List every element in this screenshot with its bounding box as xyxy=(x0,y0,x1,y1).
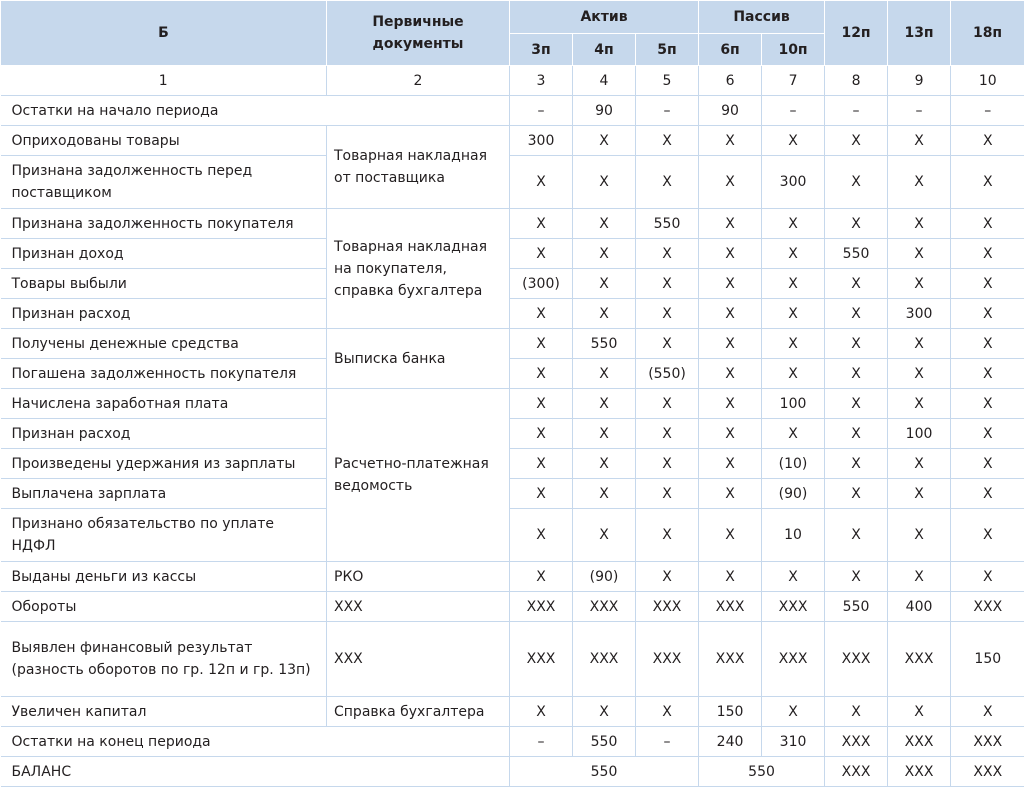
value-cell: ХХХ xyxy=(573,592,636,622)
header-col-18p: 18п xyxy=(951,1,1024,66)
value-cell: – xyxy=(636,96,699,126)
row-label: Признан расход xyxy=(1,299,327,329)
value-cell: Х xyxy=(699,389,762,419)
table-row xyxy=(1,449,1024,479)
value-cell: Х xyxy=(636,156,699,209)
value-cell: 550 xyxy=(573,727,636,757)
value-cell: Х xyxy=(636,419,699,449)
index-cell: 4 xyxy=(573,66,636,96)
row-label: Оприходованы товары xyxy=(1,126,327,156)
value-cell: Х xyxy=(510,389,573,419)
index-cell: 9 xyxy=(888,66,951,96)
value-cell: – xyxy=(825,96,888,126)
value-cell: ХХХ xyxy=(951,757,1024,787)
value-cell: 150 xyxy=(951,622,1024,697)
table-body xyxy=(1,66,1024,787)
value-cell: Х xyxy=(510,697,573,727)
value-cell: Х xyxy=(825,156,888,209)
value-cell: Х xyxy=(951,359,1024,389)
table-row xyxy=(1,126,1024,156)
index-cell: 8 xyxy=(825,66,888,96)
table-row xyxy=(1,592,1024,622)
value-cell: Х xyxy=(699,156,762,209)
balance-row xyxy=(1,757,1024,787)
value-cell: Х xyxy=(825,389,888,419)
value-cell: Х xyxy=(699,269,762,299)
document-cell: РКО xyxy=(327,562,510,592)
value-cell: Х xyxy=(825,479,888,509)
value-cell: Х xyxy=(573,269,636,299)
value-cell: Х xyxy=(636,269,699,299)
value-cell: Х xyxy=(636,389,699,419)
value-cell: 400 xyxy=(888,592,951,622)
value-cell: Х xyxy=(573,156,636,209)
value-cell: Х xyxy=(951,389,1024,419)
value-cell: Х xyxy=(573,419,636,449)
value-cell: Х xyxy=(762,562,825,592)
row-label: Увеличен капитал xyxy=(1,697,327,727)
value-cell: Х xyxy=(951,697,1024,727)
row-label: Остатки на конец периода xyxy=(1,727,510,757)
row-label: Товары выбыли xyxy=(1,269,327,299)
value-cell: 550 xyxy=(825,239,888,269)
value-cell: 550 xyxy=(825,592,888,622)
value-cell: 310 xyxy=(762,727,825,757)
table-header xyxy=(1,1,1024,66)
value-cell: Х xyxy=(951,269,1024,299)
value-cell: Х xyxy=(888,509,951,562)
index-cell: 10 xyxy=(951,66,1024,96)
table-row xyxy=(1,562,1024,592)
value-cell: Х xyxy=(762,209,825,239)
value-cell: ХХХ xyxy=(573,622,636,697)
value-cell: Х xyxy=(762,419,825,449)
value-cell: ХХХ xyxy=(636,622,699,697)
table-row xyxy=(1,329,1024,359)
value-cell: ХХХ xyxy=(762,592,825,622)
table-row xyxy=(1,727,1024,757)
value-cell: Х xyxy=(888,562,951,592)
value-cell: Х xyxy=(636,509,699,562)
value-cell: Х xyxy=(636,126,699,156)
value-cell: Х xyxy=(636,562,699,592)
value-cell: Х xyxy=(951,299,1024,329)
index-cell: 2 xyxy=(327,66,510,96)
table-row xyxy=(1,239,1024,269)
value-cell: Х xyxy=(510,479,573,509)
value-cell: Х xyxy=(762,359,825,389)
value-cell: – xyxy=(951,96,1024,126)
value-cell: Х xyxy=(573,509,636,562)
row-label: Выплачена зарплата xyxy=(1,479,327,509)
value-cell: (90) xyxy=(762,479,825,509)
value-cell: Х xyxy=(951,329,1024,359)
table-row xyxy=(1,209,1024,239)
value-cell: Х xyxy=(510,359,573,389)
value-cell: ХХХ xyxy=(825,622,888,697)
index-cell: 7 xyxy=(762,66,825,96)
row-label: Остатки на начало периода xyxy=(1,96,510,126)
table-row xyxy=(1,96,1024,126)
header-col-5p: 5п xyxy=(636,34,699,66)
value-cell: Х xyxy=(888,359,951,389)
value-cell: Х xyxy=(951,479,1024,509)
value-cell: Х xyxy=(888,479,951,509)
value-cell: ХХХ xyxy=(699,592,762,622)
value-cell: Х xyxy=(510,329,573,359)
header-col-4p: 4п xyxy=(573,34,636,66)
value-cell: Х xyxy=(510,449,573,479)
value-cell: ХХХ xyxy=(762,622,825,697)
value-cell: (10) xyxy=(762,449,825,479)
value-cell: – xyxy=(510,96,573,126)
value-cell: Х xyxy=(699,239,762,269)
header-col-b: Б xyxy=(1,1,327,66)
value-cell: Х xyxy=(825,126,888,156)
table-row xyxy=(1,622,1024,697)
value-cell: 90 xyxy=(573,96,636,126)
value-cell: Х xyxy=(636,329,699,359)
value-cell: Х xyxy=(573,479,636,509)
value-cell: Х xyxy=(888,697,951,727)
value-cell: Х xyxy=(573,209,636,239)
value-cell: Х xyxy=(825,509,888,562)
value-cell: ХХХ xyxy=(825,757,888,787)
value-cell: 90 xyxy=(699,96,762,126)
document-cell: Выписка банка xyxy=(327,329,510,389)
value-cell: Х xyxy=(825,359,888,389)
value-cell: – xyxy=(762,96,825,126)
value-cell: Х xyxy=(699,479,762,509)
document-cell: Справка бухгалтера xyxy=(327,697,510,727)
value-cell: Х xyxy=(636,299,699,329)
value-cell: 300 xyxy=(510,126,573,156)
value-cell: Х xyxy=(510,299,573,329)
row-label: Начислена заработная плата xyxy=(1,389,327,419)
row-label: Получены денежные средства xyxy=(1,329,327,359)
value-cell: Х xyxy=(888,329,951,359)
value-cell: 10 xyxy=(762,509,825,562)
value-cell: ХХХ xyxy=(825,727,888,757)
table-row xyxy=(1,479,1024,509)
table-row xyxy=(1,299,1024,329)
value-cell: 150 xyxy=(699,697,762,727)
value-cell: Х xyxy=(951,449,1024,479)
value-cell: Х xyxy=(951,156,1024,209)
value-cell: Х xyxy=(636,449,699,479)
row-label: Признана задолженность покупателя xyxy=(1,209,327,239)
value-cell: Х xyxy=(636,697,699,727)
value-cell: 550 xyxy=(573,329,636,359)
value-cell: Х xyxy=(573,389,636,419)
value-cell: Х xyxy=(573,449,636,479)
value-cell: Х xyxy=(888,449,951,479)
value-cell: Х xyxy=(888,209,951,239)
header-group-passive: Пассив xyxy=(699,1,825,34)
table-row xyxy=(1,697,1024,727)
balance-passive-total: 550 xyxy=(699,757,825,787)
row-label: Признана задолженность перед поставщиком xyxy=(1,156,327,209)
value-cell: ХХХ xyxy=(510,592,573,622)
value-cell: Х xyxy=(510,156,573,209)
value-cell: ХХХ xyxy=(951,592,1024,622)
value-cell: Х xyxy=(573,126,636,156)
value-cell: Х xyxy=(951,562,1024,592)
value-cell: Х xyxy=(573,299,636,329)
table-row xyxy=(1,359,1024,389)
index-cell: 1 xyxy=(1,66,327,96)
document-cell: ХХХ xyxy=(327,592,510,622)
value-cell: 240 xyxy=(699,727,762,757)
document-cell: Товарная накладная от поставщика xyxy=(327,126,510,209)
value-cell: Х xyxy=(888,269,951,299)
table-row xyxy=(1,156,1024,209)
index-cell: 5 xyxy=(636,66,699,96)
value-cell: Х xyxy=(825,269,888,299)
document-cell: Товарная накладная на покупателя, справка бухгалтера xyxy=(327,209,510,329)
header-col-docs: Первичные документы xyxy=(327,1,510,66)
value-cell: Х xyxy=(510,209,573,239)
index-row xyxy=(1,66,1024,96)
value-cell: 100 xyxy=(762,389,825,419)
value-cell: ХХХ xyxy=(888,757,951,787)
value-cell: Х xyxy=(699,329,762,359)
value-cell: ХХХ xyxy=(951,727,1024,757)
value-cell: Х xyxy=(510,419,573,449)
value-cell: Х xyxy=(825,697,888,727)
value-cell: Х xyxy=(762,126,825,156)
value-cell: – xyxy=(888,96,951,126)
table-row xyxy=(1,269,1024,299)
value-cell: 300 xyxy=(762,156,825,209)
value-cell: (300) xyxy=(510,269,573,299)
value-cell: (90) xyxy=(573,562,636,592)
value-cell: ХХХ xyxy=(699,622,762,697)
row-label: Обороты xyxy=(1,592,327,622)
value-cell: Х xyxy=(951,509,1024,562)
value-cell: – xyxy=(636,727,699,757)
value-cell: Х xyxy=(573,359,636,389)
value-cell: ХХХ xyxy=(636,592,699,622)
table-row xyxy=(1,419,1024,449)
row-label: Признан расход xyxy=(1,419,327,449)
value-cell: Х xyxy=(636,479,699,509)
value-cell: Х xyxy=(510,239,573,269)
value-cell: Х xyxy=(825,209,888,239)
value-cell: Х xyxy=(636,239,699,269)
value-cell: Х xyxy=(699,419,762,449)
value-cell: Х xyxy=(888,389,951,419)
header-group-active: Актив xyxy=(510,1,699,34)
value-cell: Х xyxy=(762,269,825,299)
table-row xyxy=(1,509,1024,562)
balance-label: БАЛАНС xyxy=(1,757,510,787)
value-cell: Х xyxy=(510,562,573,592)
row-label: Погашена задолженность покупателя xyxy=(1,359,327,389)
row-label: Признан доход xyxy=(1,239,327,269)
index-cell: 6 xyxy=(699,66,762,96)
value-cell: Х xyxy=(573,697,636,727)
header-col-12p: 12п xyxy=(825,1,888,66)
value-cell: ХХХ xyxy=(510,622,573,697)
value-cell: Х xyxy=(825,299,888,329)
value-cell: Х xyxy=(888,156,951,209)
value-cell: Х xyxy=(699,126,762,156)
row-label: Признано обязательство по уплате НДФЛ xyxy=(1,509,327,562)
value-cell: Х xyxy=(888,126,951,156)
value-cell: Х xyxy=(762,299,825,329)
value-cell: Х xyxy=(573,239,636,269)
value-cell: 300 xyxy=(888,299,951,329)
value-cell: – xyxy=(510,727,573,757)
row-label: Произведены удержания из зарплаты xyxy=(1,449,327,479)
header-col-6p: 6п xyxy=(699,34,762,66)
value-cell: Х xyxy=(510,509,573,562)
balance-active-total: 550 xyxy=(510,757,699,787)
value-cell: Х xyxy=(699,449,762,479)
value-cell: Х xyxy=(762,239,825,269)
header-col-10p: 10п xyxy=(762,34,825,66)
header-col-3p: 3п xyxy=(510,34,573,66)
value-cell: Х xyxy=(951,419,1024,449)
value-cell: (550) xyxy=(636,359,699,389)
row-label: Выявлен финансовый результат (разность оборотов по гр. 12п и гр. 13п) xyxy=(1,622,327,697)
value-cell: Х xyxy=(699,299,762,329)
value-cell: ХХХ xyxy=(888,622,951,697)
value-cell: Х xyxy=(825,449,888,479)
row-label: Выданы деньги из кассы xyxy=(1,562,327,592)
value-cell: Х xyxy=(888,239,951,269)
value-cell: Х xyxy=(951,209,1024,239)
value-cell: Х xyxy=(762,329,825,359)
value-cell: 100 xyxy=(888,419,951,449)
table-row xyxy=(1,389,1024,419)
value-cell: Х xyxy=(699,509,762,562)
value-cell: Х xyxy=(699,209,762,239)
value-cell: Х xyxy=(762,697,825,727)
value-cell: Х xyxy=(825,562,888,592)
index-cell: 3 xyxy=(510,66,573,96)
value-cell: Х xyxy=(951,126,1024,156)
value-cell: Х xyxy=(825,329,888,359)
document-cell: Расчетно-платежная ведомость xyxy=(327,389,510,562)
value-cell: Х xyxy=(951,239,1024,269)
value-cell: Х xyxy=(699,359,762,389)
value-cell: Х xyxy=(699,562,762,592)
value-cell: ХХХ xyxy=(888,727,951,757)
header-col-13p: 13п xyxy=(888,1,951,66)
document-cell: ХХХ xyxy=(327,622,510,697)
value-cell: Х xyxy=(825,419,888,449)
value-cell: 550 xyxy=(636,209,699,239)
